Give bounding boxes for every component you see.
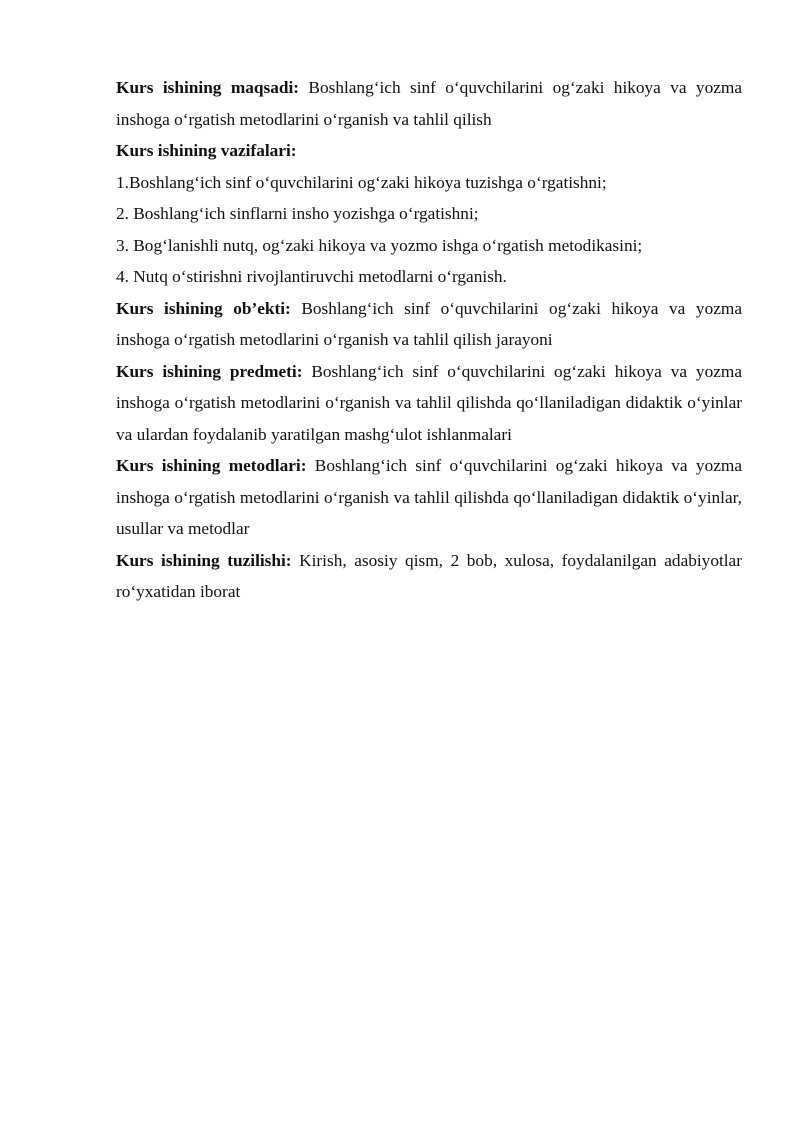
object-paragraph (116, 293, 742, 356)
task-item: 1.Boshlang‘ich sinf o‘quvchilarini og‘zaki hikoya tuzishga o‘rgatishni; (116, 172, 607, 192)
task-item: 2. Boshlang‘ich sinflarni insho yozishga o‘rgatishni; (116, 204, 479, 223)
object-text: Boshlang‘ich sinf o‘quvchilarini og‘zaki hikoya va yozma inshoga o‘rgatish metodlarini o‘rganish va tahlil qilish jarayoni (116, 298, 742, 349)
methods-label: Kurs ishining metodlari: (116, 456, 307, 475)
tasks-heading (116, 135, 742, 167)
goal-text: Boshlang‘ich sinf o‘quvchilarini og‘zaki hikoya va yozma inshoga o‘rgatish metodlarini o‘rganish va tahlil qilish (116, 78, 742, 129)
task-item: 3. Bog‘lanishli nutq, og‘zaki hikoya va yozmo ishga o‘rgatish metodikasini; (116, 235, 643, 255)
structure-label: Kurs ishining tuzilishi: (116, 550, 292, 570)
goal-paragraph (116, 72, 742, 135)
subject-label: Kurs ishining predmeti: (116, 361, 303, 381)
object-label: Kurs ishining ob’ekti: (116, 298, 291, 318)
document-page (116, 72, 742, 608)
structure-text: Kirish, asosiy qism, 2 bob, xulosa, foydalanilgan adabiyotlar ro‘yxatidan iborat (116, 550, 742, 601)
methods-paragraph (116, 450, 742, 545)
tasks-label: Kurs ishining vazifalari: (116, 141, 297, 160)
goal-label: Kurs ishining maqsadi: (116, 78, 300, 97)
structure-paragraph (116, 545, 742, 608)
subject-text: Boshlang‘ich sinf o‘quvchilarini og‘zaki hikoya va yozma inshoga o‘rgatish metodlarini o‘rganish va tahlil qilishda qo‘llaniladigan didaktik o‘yinlar va ulardan foydalanib yaratilgan mashg‘ulot ishlanmalari (116, 361, 742, 444)
methods-text: Boshlang‘ich sinf o‘quvchilarini og‘zaki hikoya va yozma inshoga o‘rgatish metodlarini o‘rganish va tahlil qilishda qo‘llaniladigan didaktik o‘yinlar, usullar va metodlar (116, 456, 742, 538)
task-item: 4. Nutq o‘stirishni rivojlantiruvchi metodlarni o‘rganish. (116, 267, 507, 286)
subject-paragraph (116, 356, 742, 451)
